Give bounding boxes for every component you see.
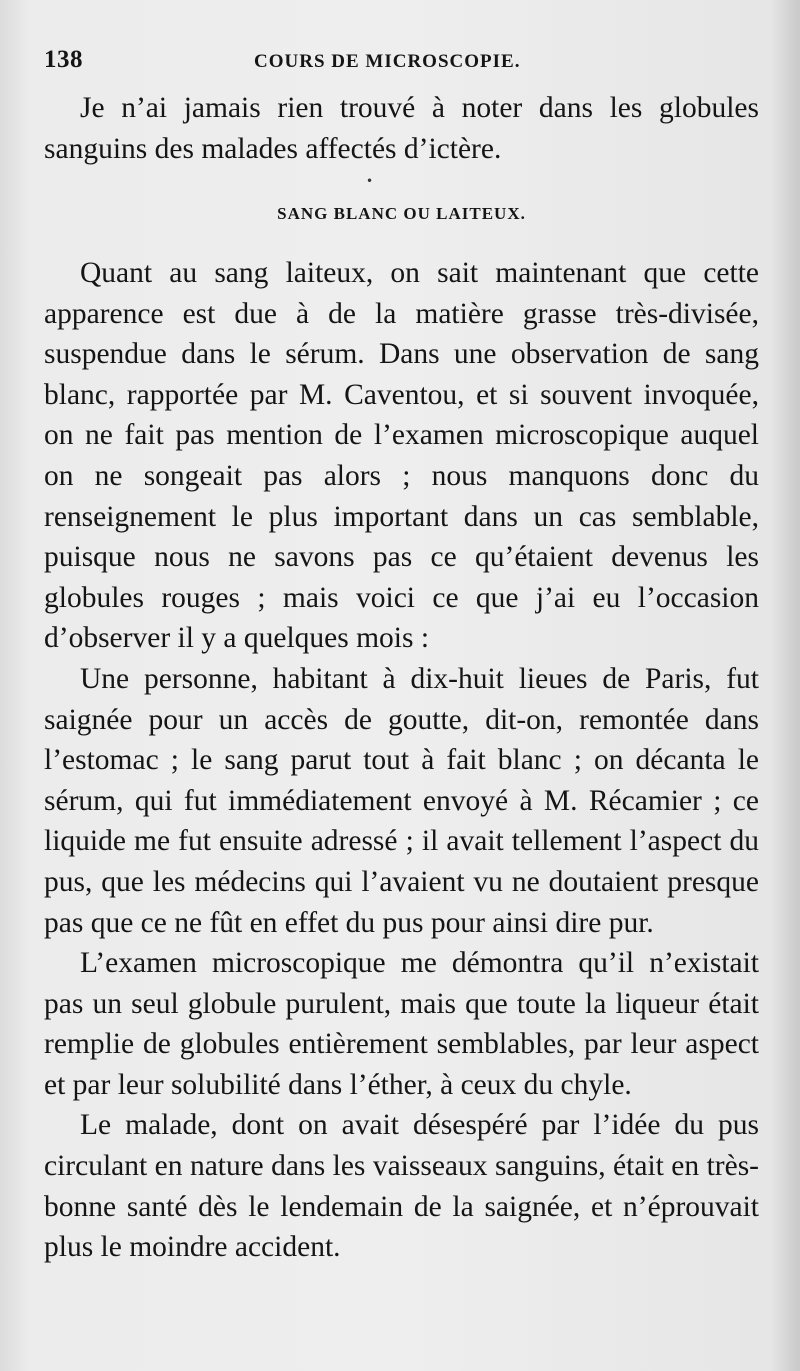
paragraph: Une personne, habitant à dix-huit lieues de Paris, fut saignée pour un accès de goutte, dit-on, remontée dans l’estomac ; le sang parut tout à fait blanc ; on décanta le sérum, qui fut immédiatement envoyé à M. Récamier ; ce liquide me fut ensuite adressé ; il avait tellement l’aspect du pus, que les médecins qui l’avaient vu ne doutaient presque pas que ce ne fût en effet du pus pour ainsi dire pur. (44, 662, 759, 939)
running-title: COURS DE MICROSCOPIE. (254, 51, 521, 72)
paragraph: L’examen microscopique me démontra qu’il n’existait pas un seul globule purulent, mais que toute la liqueur était remplie de globules entièrement semblables, par leur aspect et par leur solubilité dans l’éther, à ceux du chyle. (44, 947, 759, 1101)
page-number: 138 (44, 46, 83, 73)
section-heading: SANG BLANC OU LAITEUX. (277, 204, 526, 223)
paragraph: Le malade, dont on avait désespéré par l’idée du pus circulant en nature dans les vaisseaux sanguins, était en très-bonne santé dès le lendemain de la saignée, et n’éprouvait plus le moindre accident. (44, 1109, 759, 1264)
body-text-block (44, 253, 759, 1268)
intro-text-block (44, 88, 759, 169)
paragraph: Quant au sang laiteux, on sait maintenant que cette apparence est due à de la matière grasse très-divisée, suspendue dans le sérum. Dans une observation de sang blanc, rapportée par M. Caventou, et si souvent invoquée, on ne fait pas mention de l’examen microscopique auquel on ne songeait pas alors ; nous manquons donc du renseignement le plus important dans un cas semblable, puisque nous ne savons pas ce qu’étaient devenus les globules rouges ; mais voici ce que j’ai eu l’occasion d’observer il y a quelques mois : (44, 257, 759, 655)
intro-paragraph: Je n’ai jamais rien trouvé à noter dans les globules sanguins des malades affectés d’ictère. (44, 92, 759, 165)
ornament-mark: • (366, 174, 374, 188)
page-header (44, 46, 759, 82)
